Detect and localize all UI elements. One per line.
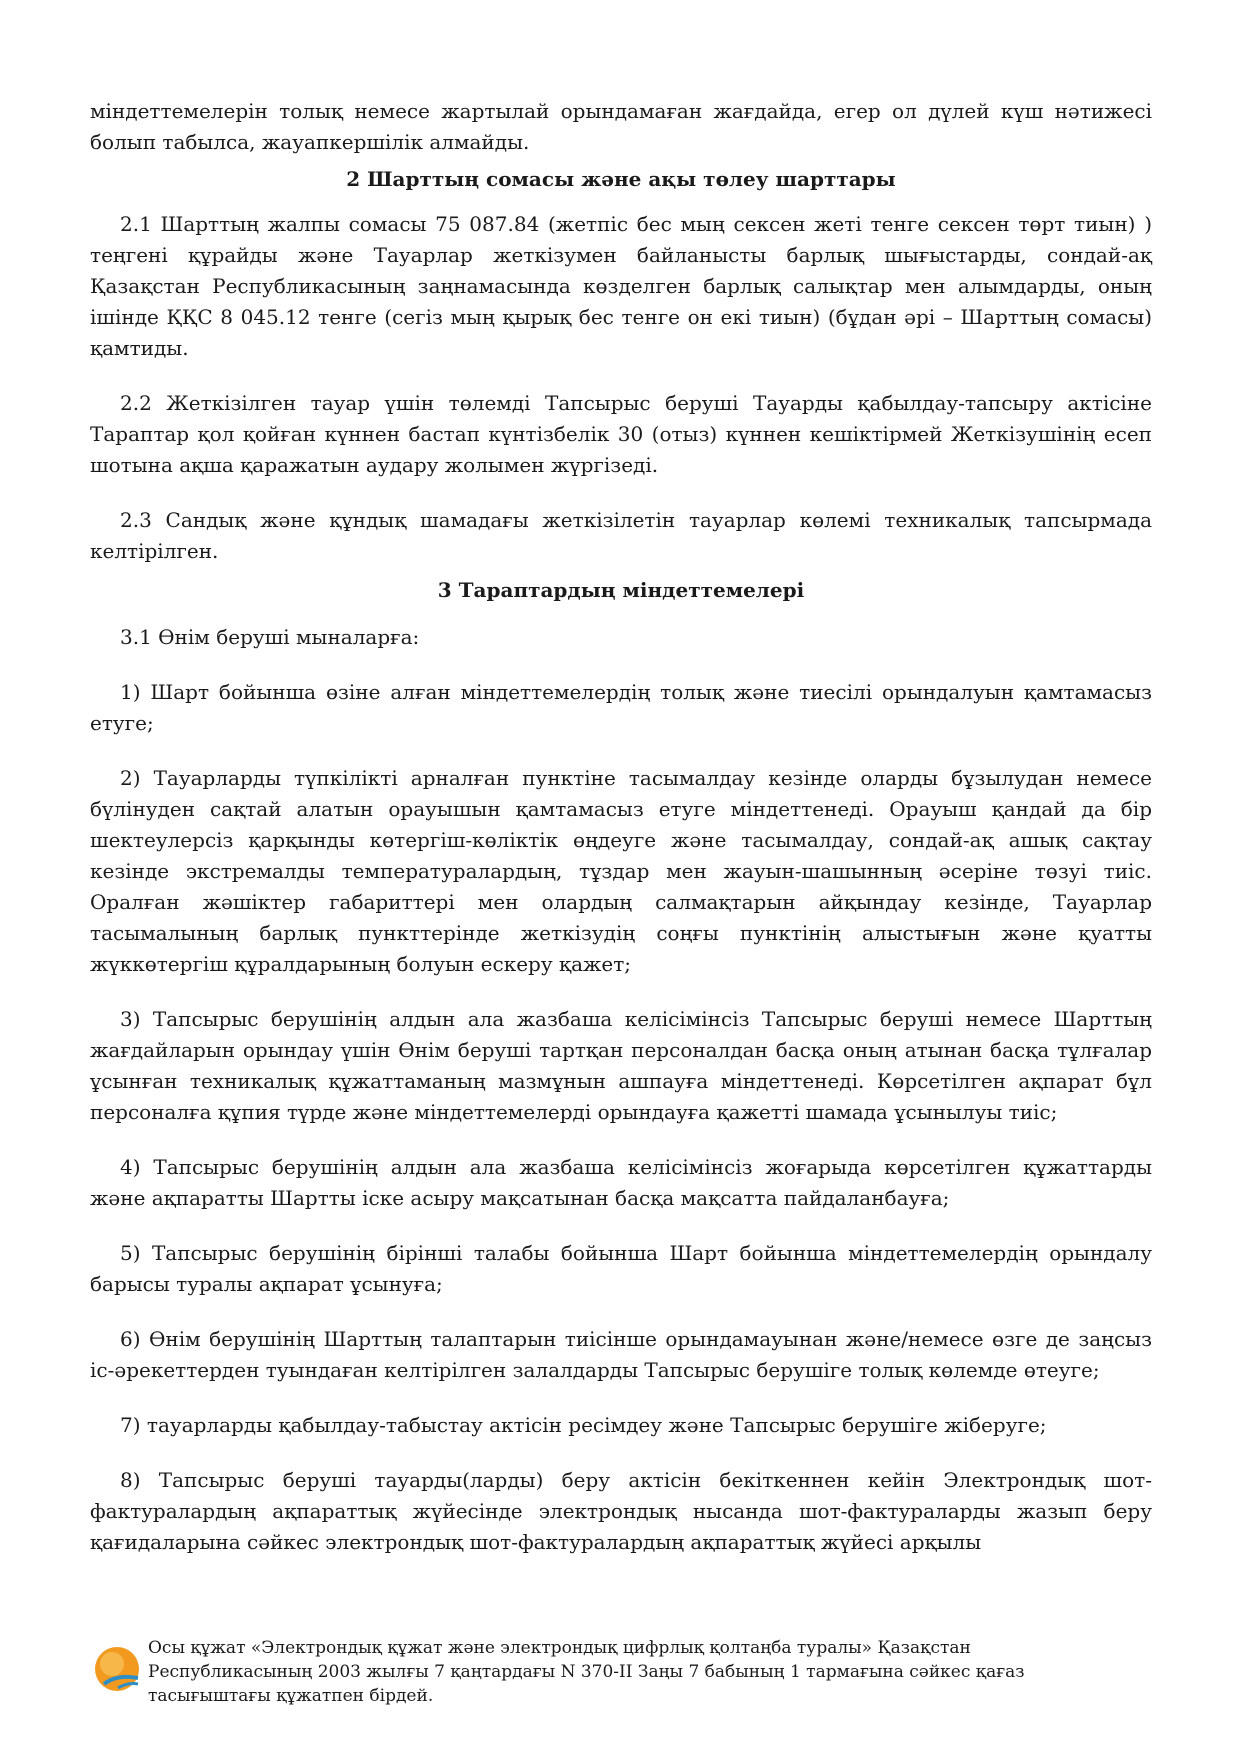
- section-2-title: 2 Шарттың сомасы және ақы төлеу шарттары: [346, 167, 896, 191]
- footer-line: тасығыштағы құжатпен бірдей.: [148, 1686, 434, 1706]
- list-item: 8) Тапсырыс беруші тауарды(ларды) беру актісін бекіткеннен кейін Электрондық шот-фактуралардың ақпараттық жүйесінде электрондық нысанда шот-фактураларды жазып беру қағидаларына сәйкес электрондық шот-фактуралардың ақпараттық жүйесі арқылы: [90, 1468, 1152, 1554]
- list-item: 7) тауарларды қабылдау-табыстау актісін ресімдеу және Тапсырыс берушіге жіберуге;: [120, 1413, 1047, 1437]
- footer-line: Республикасының 2003 жылғы 7 қаңтардағы N 370-II Заңы 7 бабының 1 тармағына сәйкес қағаз: [148, 1662, 1025, 1682]
- footer-text: [148, 1636, 1088, 1708]
- list-item: 6) Өнім берушінің Шарттың талаптарын тиісінше орындамауынан және/немесе өзге де заңсыз іс-әрекеттерден туындаған келтірілген залалдарды Тапсырыс берушіге толық көлемде өтеуге;: [90, 1327, 1152, 1382]
- clause-2-2: 2.2 Жеткізілген тауар үшін төлемді Тапсырыс беруші Тауарды қабылдау-тапсыру актісіне Тараптар қол қойған күннен бастап күнтізбелік 30 (отыз) күннен кешіктірмей Жеткізушінің есеп шотына ақша қаражатын аудару жолымен жүргізеді.: [90, 391, 1152, 477]
- clause-3-1: 3.1 Өнім беруші мыналарға:: [120, 625, 420, 649]
- list-item: 3) Тапсырыс берушінің алдын ала жазбаша келісімінсіз Тапсырыс беруші немесе Шарттың жағдайларын орындау үшін Өнім беруші тартқан персоналдан басқа оның атынан басқа тұлғалар ұсынған техникалық құжаттаманың мазмұнын ашпауға міндеттенеді. Көрсетілген ақпарат бұл персоналға құпия түрде және міндеттемелерді орындауға қажетті шамада ұсынылуы тиіс;: [90, 1007, 1152, 1124]
- clause-2-3: 2.3 Сандық және құндық шамадағы жеткізілетін тауарлар көлемі техникалық тапсырмада келтірілген.: [90, 508, 1152, 563]
- list-item: 4) Тапсырыс берушінің алдын ала жазбаша келісімінсіз жоғарыда көрсетілген құжаттарды және ақпаратты Шартты іске асыру мақсатынан басқа мақсатта пайдаланбауға;: [90, 1155, 1152, 1210]
- egov-sun-logo-icon: [92, 1644, 142, 1694]
- document-page: [90, 96, 1152, 1558]
- list-item: 1) Шарт бойынша өзіне алған міндеттемелердің толық және тиесілі орындалуын қамтамасыз етуге;: [90, 680, 1152, 735]
- list-item: 2) Тауарларды түпкілікті арналған пунктіне тасымалдау кезінде оларды бұзылудан немесе бүлінуден сақтай алатын орауышын қамтамасыз етуге міндеттенеді. Орауыш қандай да бір шектеулерсіз қарқынды көтергіш-көліктік өңдеуге және тасымалдау, сондай-ақ ашық сақтау кезінде экстремалды температуралардың, тұздар мен жауын-шашынның әсеріне төзуі тиіс. Оралған жәшіктер габариттері мен олардың салмақтарын айқындау кезінде, Тауарлар тасымалының барлық пункттерінде жеткізудің соңғы пунктінің алыстығын және қуатты жүккөтергіш құралдарының болуын ескеру қажет;: [90, 766, 1152, 976]
- footer-line: Осы құжат «Электрондық құжат және электрондық цифрлық қолтаңба туралы» Қазақстан: [148, 1638, 971, 1658]
- list-item: 5) Тапсырыс берушінің бірінші талабы бойынша Шарт бойынша міндеттемелердің орындалу барысы туралы ақпарат ұсынуға;: [90, 1241, 1152, 1296]
- clause-2-1: 2.1 Шарттың жалпы сомасы 75 087.84 (жетпіс бес мың сексен жеті тенге сексен төрт тиын) ) теңгені құрайды және Тауарлар жеткізумен байланысты барлық шығыстарды, сондай-ақ Қазақстан Республикасының заңнамасында көзделген барлық салықтар мен алымдарды, оның ішінде ҚҚС 8 045.12 тенге (сегіз мың қырық бес тенге он екі тиын) (бұдан әрі – Шарттың сомасы) қамтиды.: [90, 212, 1152, 360]
- section-3-title: 3 Тараптардың міндеттемелері: [437, 578, 805, 602]
- paragraph-continuation: міндеттемелерін толық немесе жартылай орындамаған жағдайда, егер ол дүлей күш нәтижесі болып табылса, жауапкершілік алмайды.: [90, 99, 1152, 154]
- footer-certification: [92, 1636, 1092, 1716]
